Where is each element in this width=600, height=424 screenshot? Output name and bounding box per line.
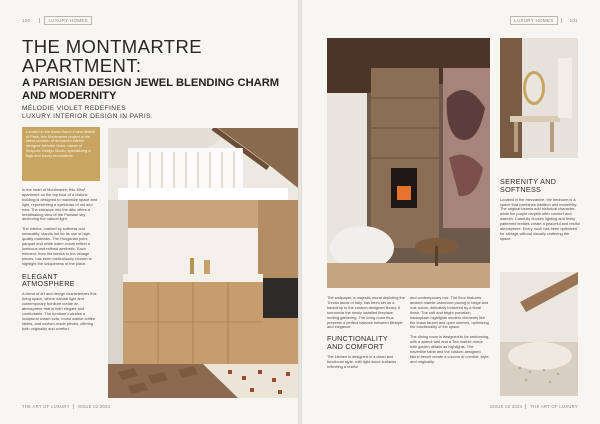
intro-paragraph-1: In the heart of Montmartre, this 38m² apartment on the top floor of a historic building is designed to maximize space and light, representing a symbiosis of old and new. The entrance into the attic offers a breathtaking view of the Parisian sky, anchoring the natural light. [22,187,98,222]
left-footer [22,404,110,409]
callout-box [22,127,100,181]
title-line-1: THE MONTMARTRE [22,36,202,57]
serenity-paragraph: Located in the mezzanine, the bedroom is a space that combines tradition and modernity. The original beams add historical character, while the purple carpets offer comfort and warmth. Carefully chosen lighting and finely patterned textiles create a peaceful and restful atmosphere. Every nook has been optimized for storage without visually cluttering the space. [500,196,580,241]
footer-issue: ISSUE 02 2024 [77,403,111,409]
right-header [510,16,578,25]
footer-issue: ISSUE 02 2024 [489,403,523,409]
article-title [22,37,202,75]
kitchen-paragraph: and contemporary mix. The floor features ancient marble cabochon paving in beige and rust colors, delicately bordered by a floral finish. The soft and bright porcelain backsplash highlights modern elements like the brass faucet and open shelves, optimizing the functionality of the space. [410,295,489,330]
callout-text: Located in the iconic Sacré-Coeur district of Paris, this Montmartre project is the latest creation of renowned interior designer Mélodie Violet, owner of Bespoke Design Studio, specializing in high-end luxury renovations. [26,130,96,158]
living-room-illustration [327,38,490,288]
right-text-column-2 [410,296,490,365]
elegant-paragraph: A blend of art and design characterizes this living space, where natural light and contemporary furniture create an atmosphere that is both elegant and comfortable. The furniture includes a sculptural cream sofa, round walnut coffee tables, and custom-made pieces, offering both originality and comfort. [22,291,97,331]
right-footer [490,404,578,409]
section-tag: LUXURY HOMES [510,16,557,25]
intro-paragraph-2: The interior, marked by softness and sensuality, stands out for its use of high-quality materials. The Hungarian point parquet and white warm colors reflect a luminous and refined aesthetic. Each element, from the fabrics to the vintage pieces, has been meticulously chosen to highlight the uniqueness of the place. [22,226,92,266]
bedroom-illustration [500,272,578,396]
section-tag: LUXURY HOMES [44,16,91,25]
kitchen-illustration [108,128,298,398]
left-text-column [22,188,100,331]
heading-functionality: FUNCTIONALITY AND COMFORT [327,334,388,352]
living-room-photo [327,38,490,288]
right-page [302,0,600,424]
functionality-paragraph: The kitchen is designed in a clean and functional style, with light wood surfaces reflecting a restful [327,353,397,369]
bedroom-photo [500,272,578,396]
page-number: 100 [22,18,31,23]
serenity-block [500,178,580,242]
title-line-2: APARTMENT: [22,55,142,76]
subtitle-line-1: MÉLODIE VIOLET REDEFINES [22,105,127,112]
left-header [22,16,92,25]
footer-magazine-name: THE ART OF LUXURY [22,403,70,409]
dining-photo [500,38,578,158]
subtitle [22,105,202,122]
page-number: 101 [569,18,578,23]
left-page [0,0,298,424]
heading-elegant-atmosphere: ELEGANT ATMOSPHERE [22,271,75,289]
mirror-paragraph: The wallpaper, a majestic mural depicting the Trevan lands of Italy, has been set as a backdrop to the custom-designed library. It surrounds the newly installed fireplace, inviting gathering. The living room thus presents a perfect balance between lifestyle and elegance. [327,295,405,330]
dining-paragraph: The dining room is designed to be welcoming, with a walnut wall and a Ted-marble mirror with golden details as highlights. The travertine table and the custom-designed fabric bench create a cocoon of comfort, style, and originality. [410,334,490,364]
right-text-column-1 [327,296,405,370]
footer-magazine-name: THE ART OF LUXURY [530,403,578,409]
headline: A PARISIAN DESIGN JEWEL BLENDING CHARM AND MODERNITY [22,77,280,102]
kitchen-photo [108,128,298,398]
heading-serenity: SERENITY AND SOFTNESS [500,177,557,194]
subtitle-line-2: LUXURY INTERIOR DESIGN IN PARIS. [22,113,154,121]
dining-illustration [500,38,578,158]
